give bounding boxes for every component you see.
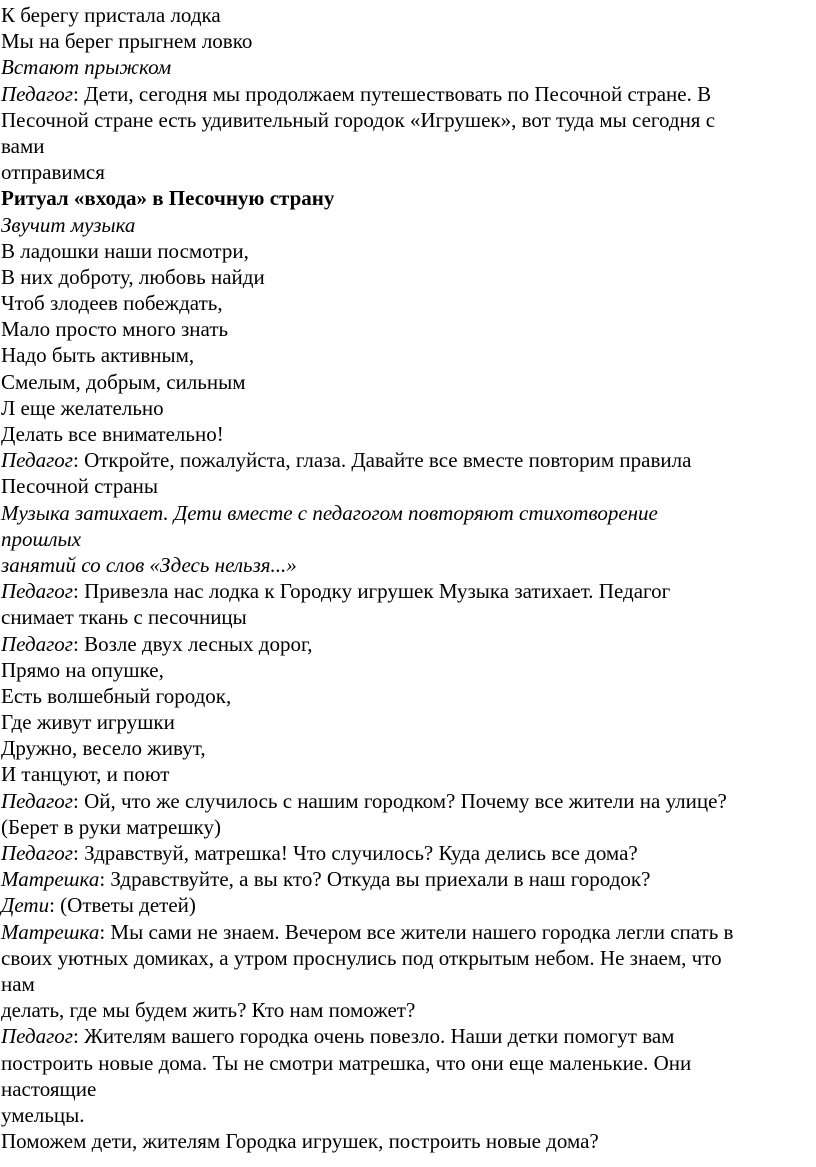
text-line bbox=[1, 997, 816, 1023]
text-segment: И танцуют, и поют bbox=[1, 762, 170, 787]
text-segment: отправимся bbox=[1, 160, 105, 185]
text-segment: снимает ткань с песочницы bbox=[1, 605, 247, 630]
text-segment: Делать все внимательно! bbox=[1, 422, 224, 446]
text-line bbox=[1, 657, 816, 683]
text-line bbox=[1, 552, 816, 578]
text-line bbox=[1, 866, 816, 892]
text-line bbox=[1, 81, 816, 107]
italic-text: Педагог bbox=[1, 631, 73, 656]
text-line bbox=[1, 238, 816, 264]
text-segment: делать, где мы будем жить? Кто нам поможет? bbox=[1, 998, 416, 1023]
text-line bbox=[1, 971, 816, 997]
text-line bbox=[1, 290, 816, 316]
text-line bbox=[1, 578, 816, 604]
italic-text: Педагог bbox=[1, 81, 73, 106]
text-segment: умельцы. bbox=[1, 1102, 85, 1127]
text-line bbox=[1, 1023, 816, 1049]
text-line bbox=[1, 159, 816, 185]
italic-text: Педагог bbox=[1, 448, 73, 473]
text-line bbox=[1, 631, 816, 657]
text-line bbox=[1, 395, 816, 421]
text-segment: В ладошки наши посмотри, bbox=[1, 238, 249, 263]
text-segment: Есть волшебный городок, bbox=[1, 683, 232, 708]
text-segment: : (Ответы детей) bbox=[49, 893, 196, 918]
text-segment: : Мы сами не знаем. Вечером все жители нашего городка легли спать в bbox=[99, 919, 734, 944]
italic-text: Матрешка bbox=[1, 919, 100, 944]
italic-text: Педагог bbox=[1, 1024, 73, 1049]
text-line bbox=[1, 473, 816, 499]
text-line bbox=[1, 1102, 816, 1128]
text-segment: : Жителям вашего городка очень повезло. Наши детки помогут вам bbox=[72, 1024, 675, 1049]
text-line bbox=[1, 421, 816, 447]
text-line bbox=[1, 447, 816, 473]
text-segment: Чтоб злодеев побеждать, bbox=[1, 291, 223, 316]
text-segment: К берегу пристала лодка bbox=[1, 3, 221, 27]
text-line bbox=[1, 264, 816, 290]
text-line bbox=[1, 185, 816, 211]
text-line bbox=[1, 2, 816, 28]
italic-text: занятий со слов «Здесь нельзя...» bbox=[1, 552, 297, 577]
text-line bbox=[1, 369, 816, 395]
text-line bbox=[1, 342, 816, 368]
text-line bbox=[1, 107, 816, 133]
text-line bbox=[1, 133, 816, 159]
text-line bbox=[1, 945, 816, 971]
text-line bbox=[1, 604, 816, 630]
text-segment: Прямо на опушке, bbox=[1, 657, 164, 682]
text-segment: (Берет в руки матрешку) bbox=[1, 814, 221, 839]
italic-text: Педагог bbox=[1, 841, 73, 865]
italic-text: Встают прыжком bbox=[1, 55, 172, 80]
text-line bbox=[1, 919, 816, 945]
text-line bbox=[1, 28, 816, 54]
text-segment: нам bbox=[1, 971, 35, 996]
text-line bbox=[1, 840, 816, 866]
text-segment: Поможем дети, жителям Городка игрушек, построить новые дома? bbox=[1, 1129, 599, 1154]
text-segment: настоящие bbox=[1, 1076, 97, 1101]
text-segment: : Возле двух лесных дорог, bbox=[72, 631, 313, 656]
text-line bbox=[1, 709, 816, 735]
text-line bbox=[1, 316, 816, 342]
text-segment: вами bbox=[1, 133, 45, 158]
text-line bbox=[1, 212, 816, 238]
italic-text: Педагог bbox=[1, 579, 73, 604]
text-segment: : Здравствуйте, а вы кто? Откуда вы приехали в наш городок? bbox=[99, 867, 651, 892]
text-line bbox=[1, 788, 816, 814]
text-line bbox=[1, 1050, 816, 1076]
text-segment: Мы на берег прыгнем ловко bbox=[1, 29, 253, 54]
text-segment: : Здравствуй, матрешка! Что случилось? Куда делись все дома? bbox=[72, 841, 638, 865]
text-segment: построить новые дома. Ты не смотри матрешка, что они еще маленькие. Они bbox=[1, 1050, 692, 1075]
text-line bbox=[1, 735, 816, 761]
italic-text: Музыка затихает. Дети вместе с педагогом повторяют стихотворение bbox=[1, 500, 658, 525]
italic-text: прошлых bbox=[1, 526, 82, 551]
text-line bbox=[1, 1076, 816, 1102]
text-segment: : Ой, что же случилось с нашим городком? Почему все жители на улице? bbox=[72, 788, 727, 813]
text-segment: Надо быть активным, bbox=[1, 343, 195, 368]
text-line bbox=[1, 1128, 816, 1154]
text-line bbox=[1, 526, 816, 552]
bold-heading: Ритуал «входа» в Песочную страну bbox=[1, 186, 335, 211]
text-segment: Песочной страны bbox=[1, 474, 158, 499]
text-segment: Л еще желательно bbox=[1, 395, 164, 420]
text-line bbox=[1, 683, 816, 709]
text-segment: Смелым, добрым, сильным bbox=[1, 369, 246, 394]
italic-text: Педагог bbox=[1, 788, 73, 813]
italic-text: Матрешка bbox=[1, 867, 100, 892]
text-line bbox=[1, 500, 816, 526]
text-segment: Мало просто много знать bbox=[1, 317, 229, 342]
text-segment: В них доброту, любовь найди bbox=[1, 264, 265, 289]
italic-text: Дети bbox=[1, 893, 50, 918]
text-line bbox=[1, 761, 816, 787]
text-segment: : Дети, сегодня мы продолжаем путешествовать по Песочной стране. В bbox=[72, 81, 712, 106]
text-line bbox=[1, 814, 816, 840]
text-line bbox=[1, 54, 816, 80]
text-segment: : Привезла нас лодка к Городку игрушек Музыка затихает. Педагог bbox=[72, 579, 671, 604]
text-segment: : Откройте, пожалуйста, глаза. Давайте все вместе повторим правила bbox=[72, 448, 692, 473]
italic-text: Звучит музыка bbox=[1, 212, 136, 237]
text-segment: Дружно, весело живут, bbox=[1, 736, 206, 761]
text-line bbox=[1, 892, 816, 918]
text-segment: своих уютных домиках, а утром проснулись под открытым небом. Не знаем, что bbox=[1, 945, 722, 970]
text-segment: Где живут игрушки bbox=[1, 710, 175, 735]
text-segment: Песочной стране есть удивительный городок «Игрушек», вот туда мы сегодня с bbox=[1, 107, 716, 132]
